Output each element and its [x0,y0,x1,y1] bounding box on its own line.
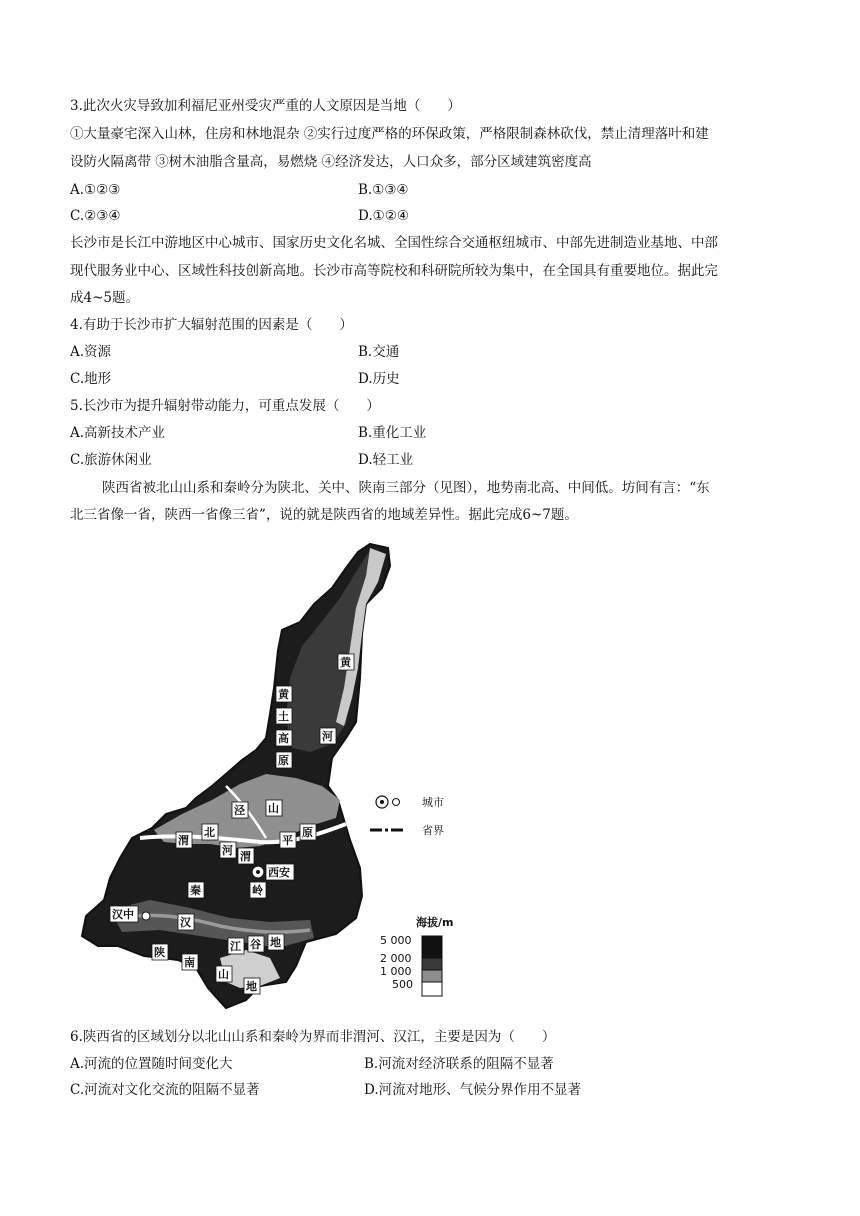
svg-text:黄: 黄 [340,656,351,669]
q5-option-a: A.高新技术产业 [70,425,166,441]
label-yuan2 [300,824,316,840]
svg-text:山: 山 [218,968,229,981]
svg-text:河: 河 [322,730,333,743]
svg-text:秦: 秦 [190,884,201,897]
label-gao [276,730,292,746]
q3-option-a: A.①②③ [70,182,121,198]
q4-option-d: D.历史 [358,371,400,387]
svg-text:陕: 陕 [154,946,165,959]
label-jiang [228,938,244,954]
q4-option-c: C.地形 [70,371,112,387]
legend-city [376,796,444,809]
label-wei2 [238,848,254,864]
label-tu [276,708,292,724]
q3-statements-line1: ①大量豪宅深入山林，住房和林地混杂 ②实行过度严格的环保政策，严格限制森林砍伐，禁止清理落叶和建 [70,126,709,142]
svg-text:河: 河 [222,844,233,857]
city-xian [252,864,294,880]
svg-text:西安: 西安 [268,866,290,879]
q3-option-b: B.①③④ [358,182,409,198]
svg-text:渭: 渭 [178,834,189,847]
legend-elevation-title: 海拔/m [416,916,454,929]
label-shan2 [216,966,232,982]
q3-option-c: C.②③④ [70,208,121,224]
svg-text:黄: 黄 [278,688,289,701]
svg-text:省界: 省界 [422,824,444,837]
label-nan [182,954,198,970]
label-gu [248,936,264,952]
passage1-line2: 现代服务业中心、区域性科技创新高地。长沙市高等院校和科研院所较为集中，在全国具有重要地位。据此完 [70,263,718,279]
label-di [268,934,284,950]
q6-option-c: C.河流对文化交流的阻隔不显著 [70,1082,260,1098]
label-he [320,728,336,744]
svg-text:原: 原 [302,826,313,839]
label-di2 [244,978,260,994]
svg-text:土: 土 [278,710,289,723]
svg-text:地: 地 [270,936,281,949]
label-wei-he [220,842,236,858]
q5-option-b: B.重化工业 [358,425,427,441]
label-huang-top [338,654,354,670]
q4-option-b: B.交通 [358,344,400,360]
label-yuan [276,752,292,768]
label-qin [188,882,204,898]
label-shan [266,800,282,816]
q6-option-b: B.河流对经济联系的阻隔不显著 [364,1056,554,1072]
elev-5000: 5 000 [380,934,412,947]
elev-2000: 2 000 [380,952,412,965]
label-han [178,914,194,930]
passage1-line1: 长沙市是长江中游地区中心城市、国家历史文化名城、全国性综合交通枢纽城市、中部先进制造业基地、中部 [70,235,718,251]
passage1-line3: 成4~5题。 [70,290,139,306]
elev-1000: 1 000 [380,965,412,978]
q5-stem: 5.长沙市为提升辐射带动能力，可重点发展（ ） [70,398,380,414]
q4-stem: 4.有助于长沙市扩大辐射范围的因素是（ ） [70,317,353,333]
legend [370,796,453,996]
label-shaan [152,944,168,960]
shaanxi-topographic-map [70,538,490,1018]
legend-elevation-scale [380,934,442,996]
label-wei [176,832,192,848]
svg-text:泾: 泾 [234,804,245,817]
q3-stem: 3.此次火灾导致加利福尼亚州受灾严重的人文原因是当地（ ） [70,98,461,114]
q6-option-d: D.河流对地形、气候分界作用不显著 [364,1082,582,1098]
svg-text:岭: 岭 [252,884,263,897]
elev-500: 500 [392,978,413,991]
q3-option-d: D.①②④ [358,208,409,224]
svg-text:平: 平 [282,834,293,847]
svg-text:北: 北 [204,826,215,839]
label-jing [232,802,248,818]
svg-text:汉: 汉 [180,916,191,929]
q5-option-d: D.轻工业 [358,452,414,468]
svg-text:渭: 渭 [240,850,251,863]
svg-text:江: 江 [230,940,241,953]
svg-text:高: 高 [278,732,289,745]
legend-border [370,823,444,837]
passage2-line2: 北三省像一省，陕西一省像三省”，说的就是陕西省的地域差异性。据此完成6~7题。 [70,507,578,523]
svg-text:城市: 城市 [422,796,444,809]
svg-text:山: 山 [268,802,279,815]
q6-stem: 6.陕西省的区域划分以北山山系和秦岭为界而非渭河、汉江，主要是因为（ ） [70,1029,556,1045]
q6-option-a: A.河流的位置随时间变化大 [70,1056,233,1072]
passage2-line1: 陕西省被北山山系和秦岭分为陕北、关中、陕南三部分（见图），地势南北高、中间低。坊间有言：“东 [102,480,710,496]
q3-statements-line2: 设防火隔离带 ③树木油脂含量高，易燃烧 ④经济发达，人口众多，部分区域建筑密度高 [70,154,592,170]
label-ping [280,832,296,848]
svg-text:谷: 谷 [250,938,261,951]
q4-option-a: A.资源 [70,344,112,360]
svg-text:原: 原 [278,754,289,767]
label-huang [276,686,292,702]
svg-text:南: 南 [184,956,195,969]
label-bei [202,824,218,840]
svg-text:汉中: 汉中 [112,908,134,921]
q5-option-c: C.旅游休闲业 [70,452,152,468]
label-ling [250,882,266,898]
svg-text:地: 地 [246,980,257,993]
